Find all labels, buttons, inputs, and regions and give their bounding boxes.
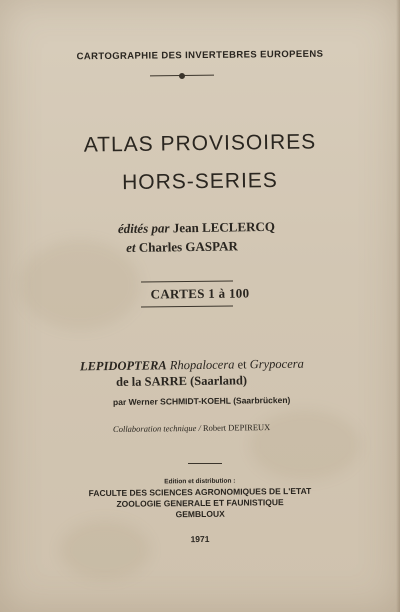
rule-below-maps (141, 306, 233, 308)
series-name: CARTOGRAPHIE DES INVERTEBRES EUROPEENS (76, 48, 324, 63)
collaboration-label: Collaboration technique (112, 422, 197, 434)
paper-stain (250, 410, 360, 480)
author-line (113, 395, 290, 407)
collaboration-separator: / (198, 422, 201, 433)
rule-above-maps (141, 281, 233, 283)
paper-stain (60, 520, 150, 580)
collaboration-name: Robert DEPIREUX (202, 422, 271, 433)
publisher-line-1: FACULTE DES SCIENCES AGRONOMIQUES DE L'ETAT (88, 485, 312, 499)
subject-conjunction: et (237, 357, 247, 372)
edited-by-label: édités par (117, 220, 170, 237)
author-by: par Werner (112, 396, 158, 408)
subject-order: LEPIDOPTERA (79, 358, 167, 374)
publisher-block (0, 474, 400, 522)
publication-year: 1971 (190, 533, 210, 545)
publisher-heading: Edition et distribution : (164, 477, 236, 486)
ornament-divider (150, 73, 214, 80)
editors-block (118, 217, 276, 257)
subject-line-1 (80, 356, 304, 375)
author-name: SCHMIDT-KOEHL (160, 395, 231, 407)
editor-line-1 (118, 217, 275, 238)
subject-group-1: Rhopalocera (169, 357, 235, 373)
author-city: (Saarbrücken) (233, 394, 291, 406)
editor-line-2 (118, 236, 275, 257)
subject-group-2: Grypocera (249, 356, 304, 372)
title-line-1: ATLAS PROVISOIRES (83, 130, 317, 157)
page-edge-shadow (396, 0, 400, 612)
editor-conjunction: et (126, 239, 136, 255)
editor-2-name: Charles GASPAR (138, 238, 238, 255)
rule-above-publisher (188, 463, 222, 464)
ornament-dot (179, 73, 185, 79)
subject-block (80, 356, 304, 391)
publisher-line-2: ZOOLOGIE GENERALE ET FAUNISTIQUE (116, 497, 284, 509)
publisher-city: GEMBLOUX (175, 508, 225, 520)
collaboration-line (113, 422, 270, 434)
title-line-2: HORS-SERIES (121, 168, 278, 195)
subject-region: de la SARRE (Saarland) (116, 373, 248, 389)
editor-1-name: Jean LECLERCQ (172, 218, 276, 236)
maps-range: CARTES 1 à 100 (150, 285, 250, 302)
